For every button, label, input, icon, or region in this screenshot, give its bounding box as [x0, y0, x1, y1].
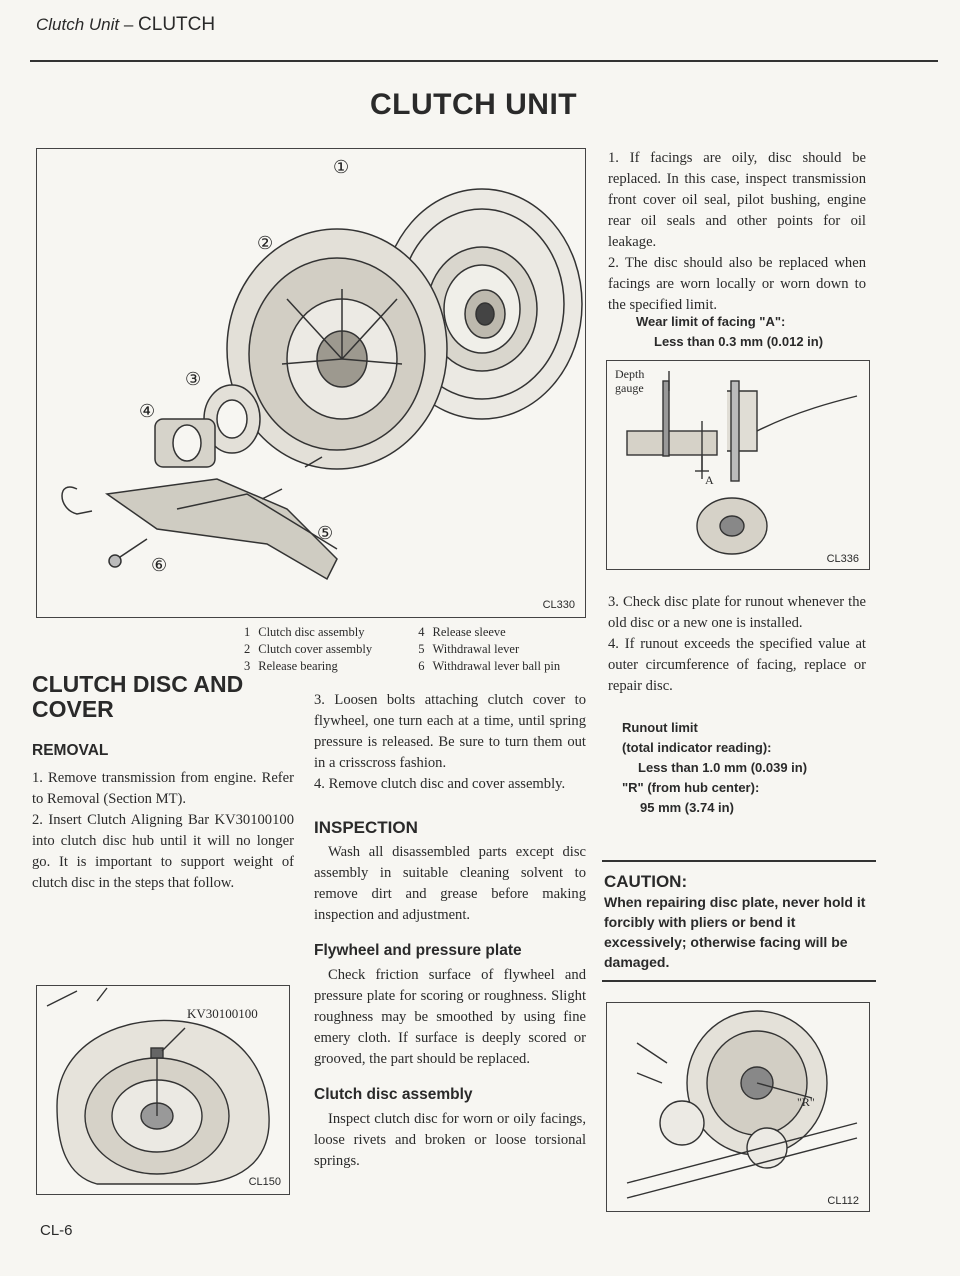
- runout-check-drawing: [607, 1003, 869, 1211]
- legend-num: 5: [418, 642, 425, 656]
- removal-step-2: 2. Insert Clutch Aligning Bar KV30100100 into clutch disc hub until it will no longer go. It is important to support weight of clutch disc in the steps that follow.: [32, 812, 294, 891]
- section-title-line1: CLUTCH DISC AND: [32, 671, 244, 697]
- legend-label: Withdrawal lever: [432, 642, 520, 656]
- inspection-title: INSPECTION: [314, 818, 418, 837]
- inspection-text: Wash all disassembled parts except disc assembly in suitable cleaning solvent to remove dirt and grease before making inspection and adjustment.: [314, 844, 586, 923]
- page-header: [36, 14, 215, 36]
- wear-limit-spec: [636, 312, 876, 352]
- clutch-disc-text: Inspect clutch disc for worn or oily facings, loose rivets and broken or loose torsional springs.: [314, 1111, 586, 1169]
- figure-code: CL112: [827, 1195, 859, 1207]
- callout-3: ③: [185, 369, 202, 389]
- right-column-mid: [608, 592, 866, 697]
- section-title-line2: COVER: [32, 696, 114, 722]
- inspection-item-3: 3. Check disc plate for runout whenever the old disc or a new one is installed.: [608, 594, 866, 631]
- caution-title: CAUTION:: [604, 872, 688, 891]
- callout-2: ②: [257, 233, 274, 253]
- legend-label: Withdrawal lever ball pin: [432, 659, 561, 673]
- caution-bottom-rule: [602, 980, 876, 982]
- figure-aligning-bar: [36, 985, 290, 1195]
- legend-row: [240, 641, 564, 658]
- legend-num: 1: [244, 625, 251, 639]
- caution-text: When repairing disc plate, never hold it forcibly with pliers or bend it excessively; otherwise facing will be damaged.: [604, 894, 866, 970]
- header-separator: –: [119, 15, 139, 34]
- unit-title: CLUTCH UNIT: [370, 88, 578, 121]
- caution-block: [604, 872, 876, 972]
- legend-label: Clutch cover assembly: [258, 642, 373, 656]
- clutch-disc-title: Clutch disc assembly: [314, 1086, 473, 1103]
- figure-depth-gauge: [606, 360, 870, 570]
- callout-1: ①: [333, 157, 350, 177]
- callout-6: ⑥: [151, 555, 168, 575]
- flywheel-title: Flywheel and pressure plate: [314, 942, 522, 959]
- callout-4: ④: [139, 401, 156, 421]
- caution-top-rule: [602, 860, 876, 862]
- legend-label: Release bearing: [258, 659, 338, 673]
- wear-limit-label: Wear limit of facing "A":: [636, 314, 786, 329]
- gauge-label: gauge: [615, 381, 644, 395]
- section-title: [32, 672, 294, 722]
- left-column: [32, 672, 294, 894]
- inspection-item-2: 2. The disc should also be replaced when facings are worn locally or worn down to the specified limit.: [608, 255, 866, 313]
- figure-legend: [240, 624, 590, 675]
- removal-step-3: 3. Loosen bolts attaching clutch cover to flywheel, one turn each at a time, until spring pressure is released. Be sure to turn them out in a crisscross fashion.: [314, 692, 586, 771]
- page-number: CL-6: [40, 1222, 73, 1239]
- header-section-prefix: Clutch Unit: [36, 15, 120, 34]
- header-section-name: CLUTCH: [138, 14, 216, 35]
- clutch-exploded-drawing: [37, 149, 585, 617]
- right-column-top: [608, 148, 866, 316]
- legend-label: Release sleeve: [432, 625, 506, 639]
- figure-code: CL336: [826, 553, 859, 565]
- depth-label: Depth: [615, 367, 645, 381]
- runout-label: Runout limit: [622, 720, 698, 735]
- runout-sub: (total indicator reading):: [622, 740, 772, 755]
- figure-runout-check: [606, 1002, 870, 1212]
- r-dimension-label: "R": [797, 1095, 815, 1109]
- r-value: 95 mm (3.74 in): [640, 800, 734, 815]
- figure-clutch-exploded: [36, 148, 586, 618]
- tool-label: KV30100100: [187, 1006, 258, 1021]
- removal-step-4: 4. Remove clutch disc and cover assembly.: [314, 776, 566, 792]
- dimension-a-label: A: [705, 473, 714, 487]
- depth-gauge-drawing: [607, 361, 869, 569]
- legend-row: [240, 624, 564, 641]
- runout-spec: [622, 718, 872, 818]
- inspection-item-4: 4. If runout exceeds the specified value at outer circumference of facing, replace or repair disc.: [608, 636, 866, 694]
- inspection-item-1: 1. If facings are oily, disc should be replaced. In this case, inspect transmission front cover oil seal, pilot bushing, engine rear oil seals and other points for oil leakage.: [608, 150, 866, 250]
- legend-num: 3: [244, 659, 251, 673]
- removal-steps: [32, 768, 294, 894]
- clutch-cover-drawing: [227, 229, 447, 469]
- legend-num: 6: [418, 659, 425, 673]
- figure-code: CL150: [248, 1176, 281, 1188]
- figure-code: CL330: [542, 599, 575, 611]
- header-rule: [30, 60, 938, 62]
- r-label: "R" (from hub center):: [622, 780, 760, 795]
- legend-label: Clutch disc assembly: [258, 625, 365, 639]
- withdrawal-lever-drawing: [107, 479, 337, 579]
- legend-num: 2: [244, 642, 251, 656]
- wear-limit-value: Less than 0.3 mm (0.012 in): [654, 334, 824, 349]
- runout-value: Less than 1.0 mm (0.039 in): [638, 760, 808, 775]
- release-sleeve-drawing: [155, 419, 215, 467]
- middle-column: [314, 690, 586, 1172]
- removal-step-1: 1. Remove transmission from engine. Refer to Removal (Section MT).: [32, 770, 294, 807]
- flywheel-text: Check friction surface of flywheel and pressure plate for scoring or roughness. Slight roughness may be smoothed by using fine emery cloth. If surface is deeply scored or grooved, the part should be replaced.: [314, 967, 586, 1067]
- callout-5: ⑤: [317, 523, 334, 543]
- subsection-title-removal: REMOVAL: [32, 742, 109, 759]
- legend-num: 4: [418, 625, 425, 639]
